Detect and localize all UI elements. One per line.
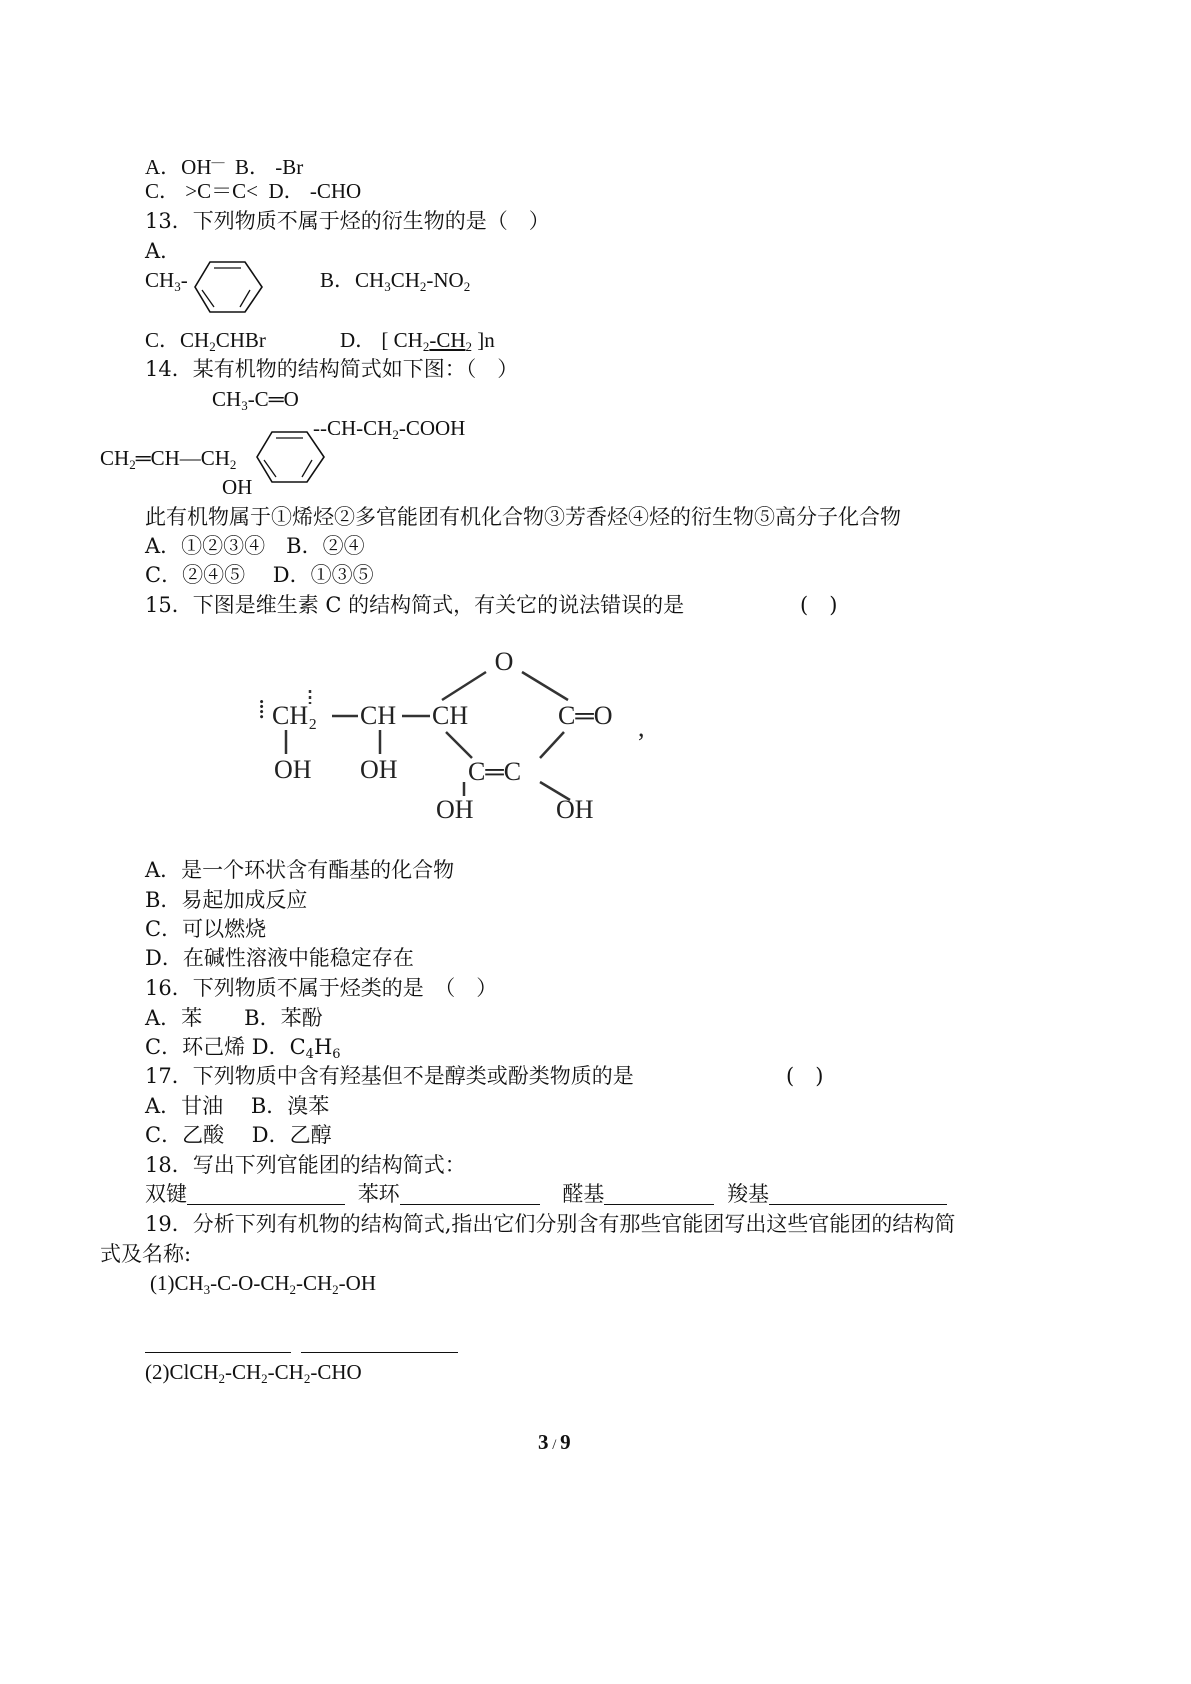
q13-benzene-ring-icon: [190, 257, 270, 317]
q19-stem-line1: 19．分析下列有机物的结构简式,指出它们分别含有那些官能团写出这些官能团的结构简: [145, 1212, 956, 1236]
vitc-oh-1: OH: [274, 755, 312, 784]
vitamin-c-structure-diagram: [250, 640, 670, 840]
q13-option-a-label: A．: [145, 239, 182, 263]
q16-stem: 16．下列物质不属于烃类的是 （ ）: [145, 976, 498, 1000]
vitc-ch2: CH₂: [272, 701, 318, 730]
q15-answer-paren: ( ): [800, 593, 838, 617]
q16-options-ab: A．苯 B．苯酚: [145, 1006, 323, 1030]
vitc-left-mark: ⁞: [258, 695, 266, 724]
q13-option-a-sub: 3: [174, 279, 181, 294]
page-number-total: 9: [560, 1430, 571, 1454]
q15-option-a: A．是一个环状含有酯基的化合物: [145, 858, 455, 882]
q18-aldehyde-label: 醛基: [562, 1182, 605, 1206]
q18-double-bond-blank[interactable]: [187, 1184, 345, 1205]
q14-stem: 14．某有机物的结构简式如下图：（ ）: [145, 357, 519, 381]
q15-stem: 15．下图是维生素 C 的结构简式，有关它的说法错误的是: [145, 593, 685, 617]
q14-struct-left: $CH_2═CH—CH_2$: [100, 446, 237, 472]
q19-stem-line2: 式及名称:: [100, 1242, 192, 1266]
q13-option-a-dash: -: [180, 268, 188, 292]
q19-item-2: $(2)ClCH_2-CH_2-CH_2$-CHO: [145, 1360, 362, 1386]
q14-options-ab: A．①②③④ B．②④: [145, 534, 365, 558]
page-number-current: 3: [538, 1430, 549, 1454]
q18-double-bond-label: 双键: [145, 1182, 187, 1206]
page-number-separator: /: [548, 1437, 561, 1453]
q17-options-ab: A．甘油 B．溴苯: [145, 1094, 330, 1118]
q14-benzene-ring-icon: [252, 426, 332, 488]
vitc-oh-2: OH: [360, 755, 398, 784]
q12-option-b: B． -Br: [235, 155, 304, 179]
q18-carboxyl-blank[interactable]: [769, 1184, 947, 1205]
q14-struct-oh: OH: [222, 475, 253, 499]
vitc-c-double-c: C═C: [468, 757, 522, 786]
q18-blanks-row: [145, 1180, 947, 1208]
q14-struct-right: $--CH-CH_2$-COOH: [313, 416, 466, 442]
vitc-carbonyl: C═O: [558, 701, 613, 730]
vitc-oh-3: OH: [436, 795, 474, 824]
q13-option-c: C．$CH_2CHBr$: [145, 328, 266, 354]
q19-answer-blank-1[interactable]: [145, 1352, 291, 1353]
q18-benzene-label: 苯环: [357, 1182, 400, 1206]
q13-option-b: B．$CH_3CH_2-NO_2$: [320, 268, 471, 294]
q19-item-1: $(1)CH_3-C-O-CH_2-CH_2-OH$: [150, 1271, 376, 1297]
q14-struct-top: $CH_3-C═O$: [212, 387, 299, 413]
q18-carboxyl-label: 羧基: [727, 1182, 770, 1206]
vitc-ring-oxygen: O: [494, 647, 514, 676]
q18-aldehyde-blank[interactable]: [604, 1184, 714, 1205]
vitc-comma: ,: [638, 713, 645, 742]
q12-option-d: D． -CHO: [268, 179, 362, 203]
q13-option-a-formula: [145, 266, 188, 294]
q17-stem: 17．下列物质中含有羟基但不是醇类或酚类物质的是: [145, 1064, 634, 1088]
q12-option-a-charge: —: [211, 154, 225, 169]
q18-benzene-blank[interactable]: [400, 1184, 540, 1205]
vitc-ch: CH: [360, 701, 397, 730]
q19-answer-blank-2[interactable]: [301, 1352, 458, 1353]
q15-option-c: C．可以燃烧: [145, 917, 267, 941]
q15-option-d: D．在碱性溶液中能稳定存在: [145, 946, 414, 970]
page-number: [538, 1428, 571, 1459]
q17-options-cd: C．乙酸 D．乙醇: [145, 1123, 332, 1147]
q14-description: 此有机物属于①烯烃②多官能团有机化合物③芳香烃④烃的衍生物⑤高分子化合物: [145, 505, 901, 529]
q12-options-cd: [145, 177, 361, 205]
q16-options-cd: C．环己烯 D．$C_4H_6$: [145, 1035, 341, 1062]
q13-option-a-ch: CH: [145, 268, 175, 292]
q13-option-d: D． [ $CH_2-CH_2$ ]n: [340, 328, 495, 354]
q14-options-cd: C．②④⑤ D．①③⑤: [145, 563, 374, 587]
q13-stem: 13．下列物质不属于烃的衍生物的是（ ）: [145, 209, 550, 233]
q12-option-c: C． >C＝C<: [145, 179, 258, 203]
vitc-oh-4: OH: [556, 795, 594, 824]
q12-option-a: A．OH: [145, 155, 212, 179]
q17-answer-paren: ( ): [786, 1064, 824, 1088]
vitc-ch-ring: CH: [432, 701, 469, 730]
q15-option-b: B．易起加成反应: [145, 888, 308, 912]
q18-stem: 18．写出下列官能团的结构简式：: [145, 1153, 466, 1177]
